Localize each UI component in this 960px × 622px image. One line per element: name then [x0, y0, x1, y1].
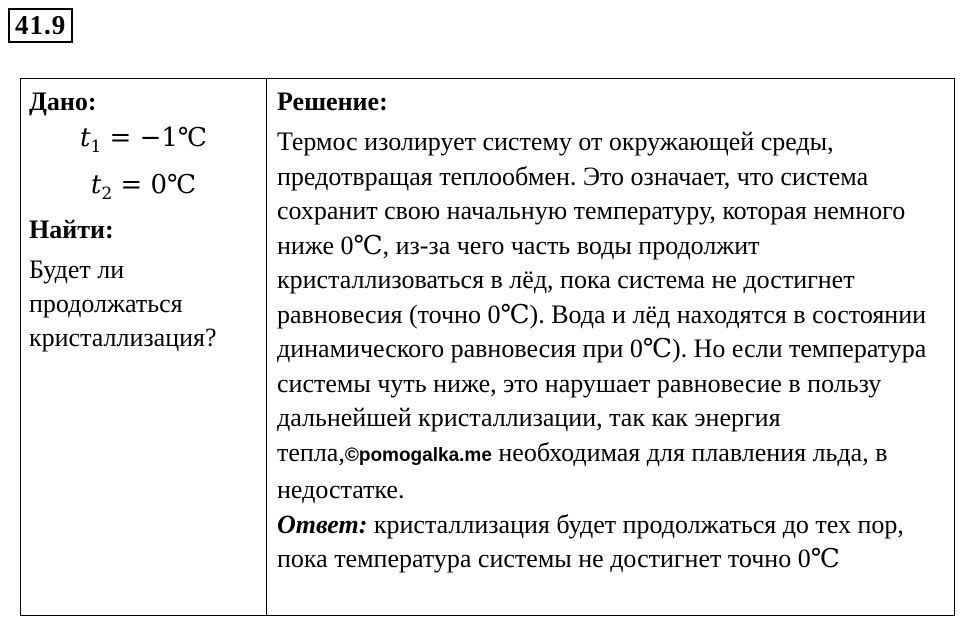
t1-variable: t [79, 123, 91, 153]
t2-variable: t [90, 170, 102, 201]
solution-table [20, 78, 955, 616]
solution-heading: Решение: [277, 87, 388, 116]
given-t2 [29, 166, 258, 213]
watermark: ©pomogalka.me [344, 444, 492, 466]
solution-text [277, 125, 944, 577]
answer-text: кристаллизация будет продолжаться до тех пор, пока температура системы не достигнет точно 0℃ [277, 509, 904, 573]
t2-value: = 0℃ [112, 170, 197, 201]
given-t1 [29, 119, 258, 166]
given-column [21, 79, 267, 615]
solution-column [267, 79, 954, 615]
t1-value: = −1℃ [101, 123, 207, 153]
given-heading: Дано: [29, 87, 97, 116]
problem-number: 41.9 [8, 8, 73, 43]
solution-body: Термос изолирует систему от окружающей среды, предотвращая теплообмен. Это означает, что система сохранит свою начальную температуру, которая немного ниже 0℃, из-за чего часть воды продолжит кристаллизоваться в лёд, пока система не достигнет равновесия (точно 0℃). Вода и лёд находятся в состоянии динамического равновесия при 0℃). Но если температура системы чуть ниже, это нарушает равновесие в пользу дальнейшей кристаллизации, так как энергия тепла, [277, 127, 927, 467]
answer-label: Ответ: [277, 509, 368, 539]
find-heading: Найти: [29, 215, 114, 245]
t2-subscript: 2 [101, 184, 113, 205]
find-question: Будет ли продолжаться кристаллизация? [29, 255, 217, 353]
t1-subscript: 1 [90, 137, 102, 158]
solution-body-continued: необходимая для плавления льда, в недостатке. [277, 437, 888, 504]
